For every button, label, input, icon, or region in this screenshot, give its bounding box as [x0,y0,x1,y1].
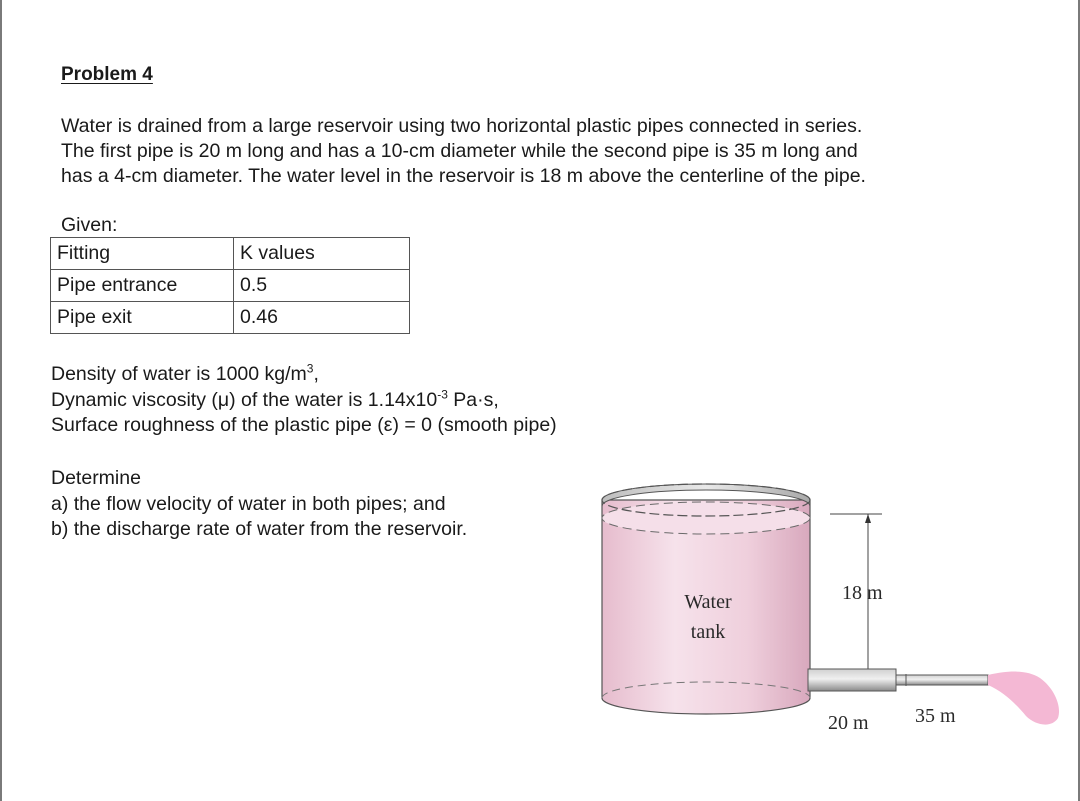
height-label: 18 m [842,582,883,604]
table-cell: 0.5 [234,270,410,302]
viscosity-text: Dynamic viscosity (μ) of the water is 1.14x10 [51,388,438,411]
density-suffix: , [313,363,319,385]
determine-section [51,466,467,543]
pipe-2-length-label: 35 m [915,705,956,727]
table-header-cell: K values [234,238,410,270]
viscosity-line [51,388,557,414]
pipe-1 [808,669,896,691]
description-line: The first pipe is 20 m long and has a 10-cm diameter while the second pipe is 35 m long and [61,140,858,162]
table-cell: Pipe exit [51,302,234,334]
water-tank-figure [590,470,1060,750]
table-header-row [51,238,410,270]
determine-item: b) the discharge rate of water from the reservoir. [51,518,468,540]
page-edge-left [0,0,2,801]
description-line: has a 4-cm diameter. The water level in the reservoir is 18 m above the centerline of the pipe. [61,165,866,187]
density-line [51,362,557,388]
given-label: Given: [61,214,118,236]
density-exponent: 3 [306,361,314,376]
table-header-cell: Fitting [51,238,234,270]
determine-item: a) the flow velocity of water in both pipes; and [51,492,446,515]
viscosity-suffix: Pa·s, [447,388,499,411]
water-jet [988,672,1059,725]
description-line: Water is drained from a large reservoir using two horizontal plastic pipes connected in series. [61,115,863,137]
roughness-line: Surface roughness of the plastic pipe (ε) = 0 (smooth pipe) [51,414,557,436]
table-row [51,302,410,334]
water-surface [602,502,810,534]
tank-label-water: Water [684,591,732,613]
given-properties [51,362,557,439]
determine-label: Determine [51,467,141,489]
table-cell: 0.46 [234,302,410,334]
problem-title: Problem 4 [61,64,153,85]
arrow-up-icon [865,514,871,523]
k-values-table [50,237,410,334]
table-cell: Pipe entrance [51,270,234,302]
problem-description [61,114,1021,189]
density-text: Density of water is 1000 kg/m [51,363,307,385]
viscosity-exponent: -3 [437,387,448,401]
pipe-1-length-label: 20 m [828,712,869,734]
pipe-2 [896,675,988,685]
table-row [51,270,410,302]
tank-label-tank: tank [690,621,726,643]
